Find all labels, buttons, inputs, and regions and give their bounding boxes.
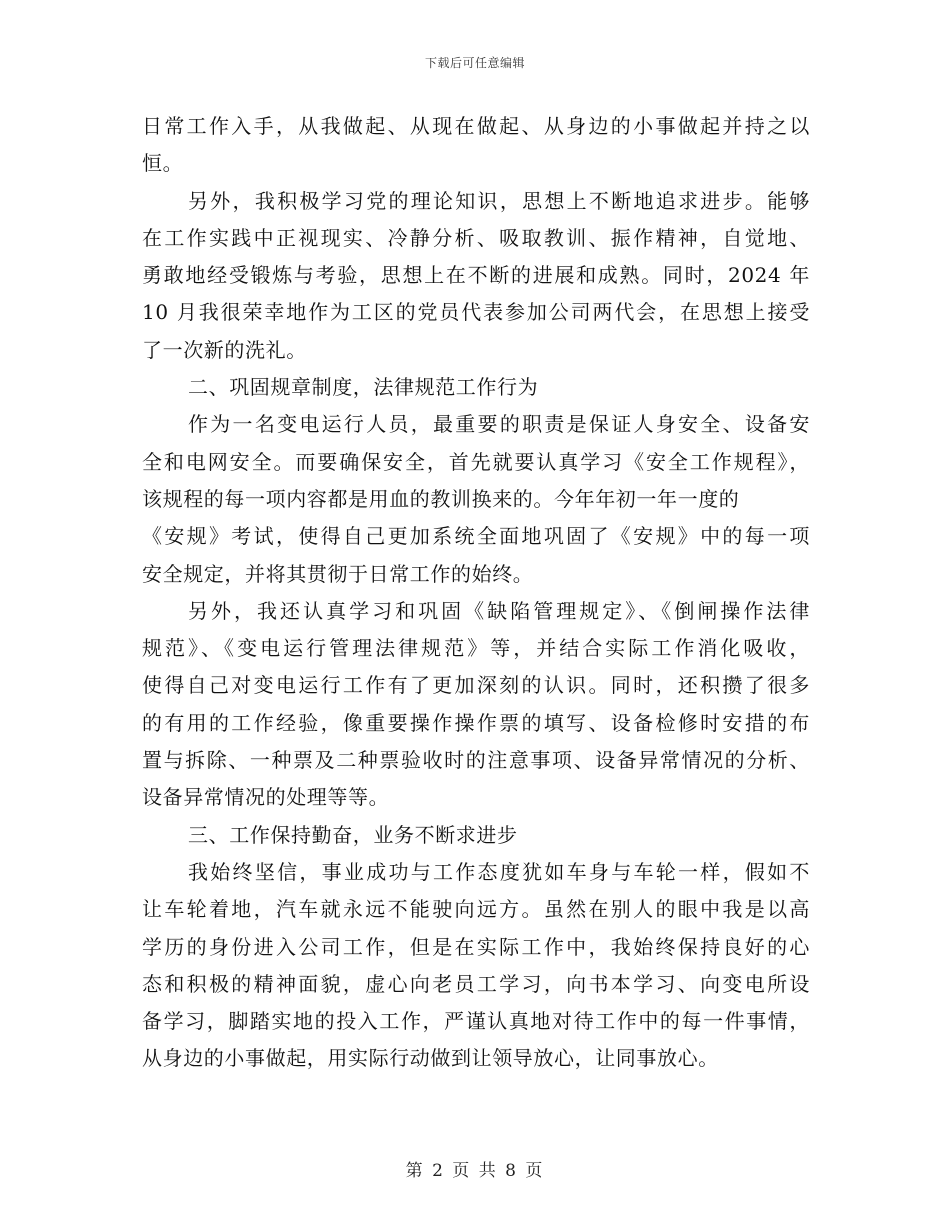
text-line: 规范》、《变电运行管理法律规范》等，并结合实际工作消化吸收，	[142, 636, 810, 661]
text-line: 使得自己对变电运行工作有了更加深刻的认识。同时，还积攒了很多	[142, 673, 810, 698]
text-line: 我始终坚信，事业成功与工作态度犹如车身与车轮一样，假如不	[188, 859, 810, 884]
page-header: 下载后可任意编辑	[424, 56, 525, 70]
document-body	[142, 108, 810, 1078]
text-line: 勇敢地经受锻炼与考验，思想上在不断的进展和成熟。同时，2024 年	[142, 263, 810, 288]
text-line: 学历的身份进入公司工作，但是在实际工作中，我始终保持良好的心	[142, 934, 810, 959]
text-line: 设备异常情况的处理等等。	[142, 785, 390, 810]
text-line: 《安规》考试，使得自己更加系统全面地巩固了《安规》中的每一项	[142, 524, 810, 549]
page-footer: 第 2 页 共 8 页	[405, 1161, 545, 1181]
text-line: 置与拆除、一种票及二种票验收时的注意事项、设备异常情况的分析、	[142, 748, 810, 773]
text-line: 在工作实践中正视现实、冷静分析、吸取教训、振作精神，自觉地、	[142, 225, 810, 250]
text-line: 了一次新的洗礼。	[142, 337, 307, 362]
text-line: 该规程的每一项内容都是用血的教训换来的。今年年初一年一度的	[142, 486, 740, 511]
text-line: 态和积极的精神面貌，虚心向老员工学习，向书本学习、向变电所设	[142, 971, 810, 996]
text-line: 让车轮着地，汽车就永远不能驶向远方。虽然在别人的眼中我是以高	[142, 897, 810, 922]
text-line: 备学习，脚踏实地的投入工作，严谨认真地对待工作中的每一件事情，	[142, 1009, 810, 1034]
text-line: 日常工作入手，从我做起、从现在做起、从身边的小事做起并持之以	[142, 114, 810, 138]
text-line: 10 月我很荣幸地作为工区的党员代表参加公司两代会，在思想上接受	[142, 300, 810, 325]
text-line: 的有用的工作经验，像重要操作操作票的填写、设备检修时安措的布	[142, 710, 810, 735]
text-line: 恒。	[142, 151, 184, 176]
text-line: 安全规定，并将其贯彻于日常工作的始终。	[142, 561, 534, 586]
text-line: 全和电网安全。而要确保安全，首先就要认真学习《安全工作规程》，	[142, 449, 810, 474]
text-line: 二、巩固规章制度，法律规范工作行为	[188, 375, 539, 400]
text-line: 三、工作保持勤奋，业务不断求进步	[188, 822, 518, 847]
text-line: 另外，我积极学习党的理论知识，思想上不断地追求进步。能够	[188, 188, 810, 213]
text-line: 从身边的小事做起，用实际行动做到让领导放心，让同事放心。	[142, 1046, 719, 1071]
text-line: 作为一名变电运行人员，最重要的职责是保证人身安全、设备安	[188, 412, 810, 437]
text-line: 另外，我还认真学习和巩固《缺陷管理规定》、《倒闸操作法律	[188, 598, 810, 623]
